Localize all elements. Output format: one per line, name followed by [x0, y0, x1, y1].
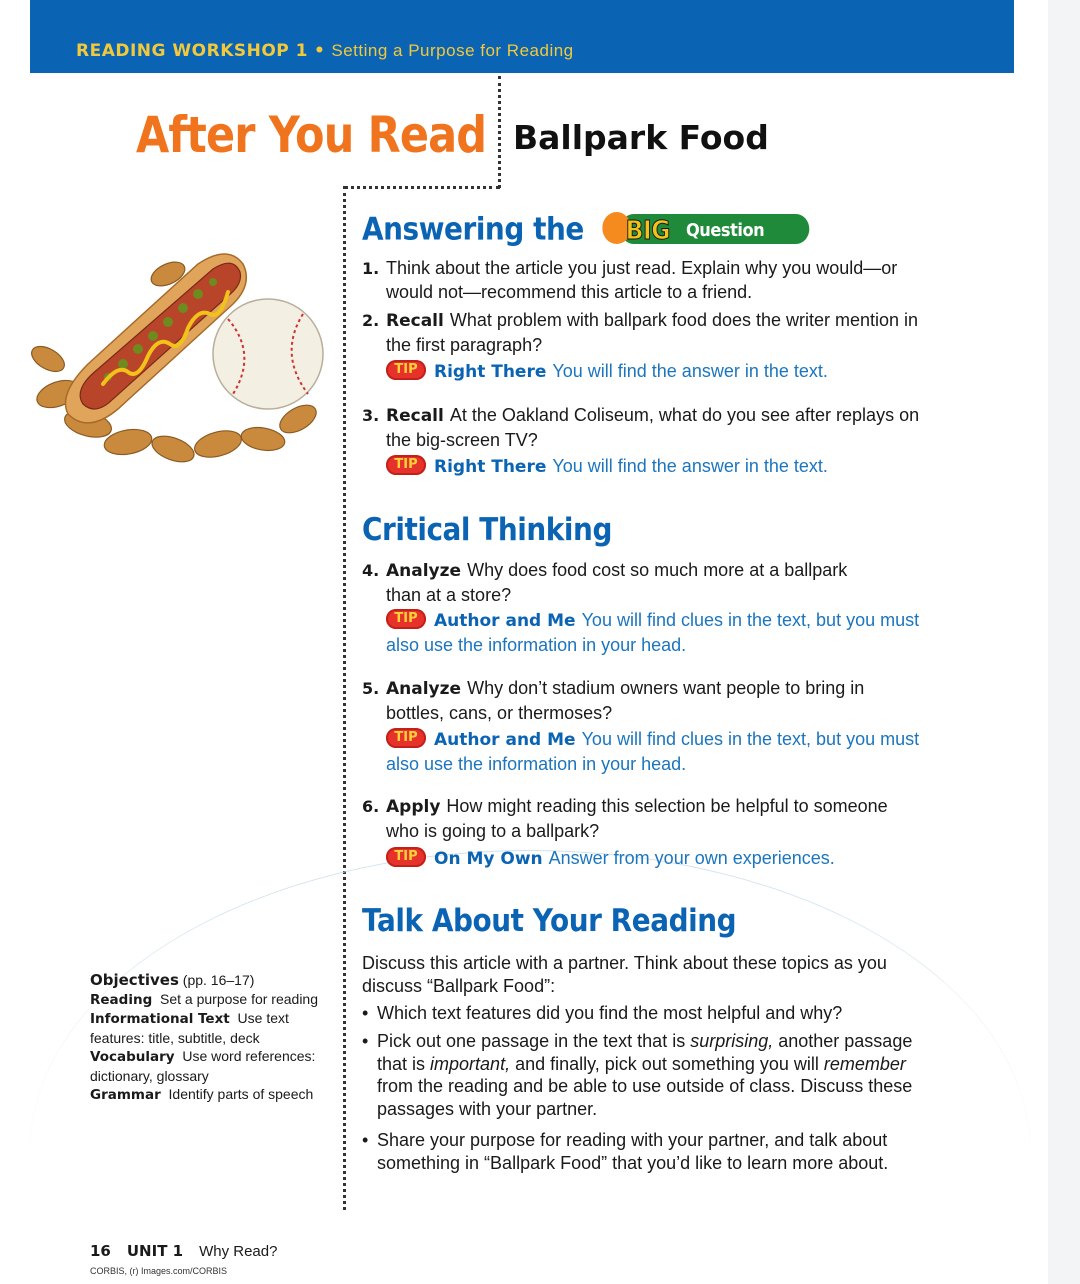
tip-badge: TIP [386, 360, 426, 380]
tip-label: Right There [434, 362, 547, 382]
question-1 [362, 257, 922, 304]
question-label: Recall [386, 406, 444, 426]
dotted-divider-horizontal [344, 186, 500, 189]
question-number: 1. [362, 259, 380, 278]
tip-text: You will find clues in the text, but you must also use the information in your head. [386, 729, 920, 774]
objectives-title: Objectives [90, 971, 179, 989]
bullet-text: Which text features did you find the most helpful and why? [377, 1003, 843, 1023]
page-margin-right [1048, 0, 1080, 1284]
question-6 [362, 795, 922, 843]
question-label: Analyze [386, 679, 462, 699]
unit-title: Why Read? [199, 1243, 278, 1260]
article-title: Ballpark Food [513, 118, 769, 157]
question-number: 2. [362, 311, 380, 330]
question-number: 4. [362, 561, 380, 580]
question-text: How might reading this selection be helpful to someone who is going to a ballpark? [386, 796, 888, 841]
unit-label: UNIT 1 [126, 1242, 184, 1260]
tip-4 [386, 728, 926, 776]
header-band [30, 0, 1014, 73]
talk-bullet-1 [362, 1002, 922, 1025]
page-number: 16 [90, 1242, 111, 1260]
question-label: Apply [386, 797, 441, 817]
question-text: Think about the article you just read. Explain why you would—or would not—recommend this article to a friend. [386, 258, 898, 302]
bullet-text: Share your purpose for reading with your partner, and talk about something in “Ballpark Food” that you’d like to learn more about. [377, 1130, 889, 1173]
tip-text: You will find the answer in the text. [552, 361, 828, 381]
tip-badge: TIP [386, 455, 426, 475]
header-subtitle: Setting a Purpose for Reading [331, 41, 574, 60]
question-number: 5. [362, 679, 380, 698]
tip-label: Author and Me [434, 611, 576, 631]
question-number: 3. [362, 406, 380, 425]
tip-label: On My Own [434, 849, 543, 869]
big-question-heading [362, 210, 811, 252]
hotdog-baseball-illustration [28, 244, 328, 466]
talk-intro: Discuss this article with a partner. Think about these topics as you discuss “Ballpark Food”: [362, 953, 887, 996]
objectives-title-line [90, 971, 330, 990]
critical-thinking-heading: Critical Thinking [362, 512, 612, 548]
question-text: What problem with ballpark food does the writer mention in the first paragraph? [386, 310, 919, 355]
question-2 [362, 309, 922, 357]
tip-label: Right There [434, 457, 547, 477]
tip-badge: TIP [386, 728, 426, 748]
objectives-pages: (pp. 16–17) [182, 972, 255, 988]
tip-label: Author and Me [434, 730, 576, 750]
objective-item: Vocabulary Use word references: dictionary, glossary [90, 1048, 316, 1084]
question-3 [362, 404, 922, 452]
bullet-mark: • [362, 1130, 369, 1150]
header-bullet: • [314, 41, 326, 61]
talk-bullet-3 [362, 1129, 922, 1174]
tip-text: Answer from your own experiences. [548, 848, 835, 868]
question-4 [362, 559, 882, 607]
page-margin-left [0, 0, 30, 1284]
question-label: Analyze [386, 561, 462, 581]
objective-item: Reading Set a purpose for reading [90, 990, 319, 1008]
question-label: Recall [386, 311, 444, 331]
tip-text: You will find the answer in the text. [552, 456, 828, 476]
big-question-prefix: Answering the [362, 211, 584, 248]
big-question-badge [602, 207, 811, 249]
tip-1 [386, 360, 926, 385]
bullet-mark: • [362, 1031, 369, 1051]
tip-badge: TIP [386, 847, 426, 867]
bullet-text: Pick out one passage in the text that is surprising, another passage that is important, and finally, pick out something you will remember from the reading and be able to use outside of class. Discuss these passages with your partner. [377, 1031, 913, 1119]
photo-credit: CORBIS, (r) Images.com/CORBIS [90, 1266, 228, 1276]
objective-item: Informational Text Use text features: title, subtitle, deck [90, 1010, 289, 1046]
tip-3 [386, 609, 926, 657]
objectives-box [90, 971, 330, 1105]
page-title: After You Read [136, 106, 487, 164]
tip-text: You will find clues in the text, but you must also use the information in your head. [386, 610, 920, 655]
talk-bullet-2 [362, 1030, 922, 1120]
question-number: 6. [362, 797, 380, 816]
tip-5 [386, 847, 926, 872]
badge-question: Question [685, 220, 765, 242]
running-header [76, 41, 574, 61]
page-footer [90, 1242, 277, 1260]
dotted-divider-top [498, 76, 501, 188]
question-5 [362, 677, 922, 725]
workshop-label: READING WORKSHOP 1 [76, 41, 308, 61]
question-text: Why don’t stadium owners want people to bring in bottles, cans, or thermoses? [386, 678, 865, 723]
objective-item: Grammar Identify parts of speech [90, 1086, 314, 1103]
tip-badge: TIP [386, 609, 426, 629]
badge-big: BIG [625, 214, 670, 246]
question-text: At the Oakland Coliseum, what do you see after replays on the big-screen TV? [386, 405, 920, 450]
question-text: Why does food cost so much more at a ballpark than at a store? [386, 560, 848, 605]
tip-2 [386, 455, 926, 480]
bullet-mark: • [362, 1003, 369, 1023]
talk-heading: Talk About Your Reading [362, 903, 737, 939]
